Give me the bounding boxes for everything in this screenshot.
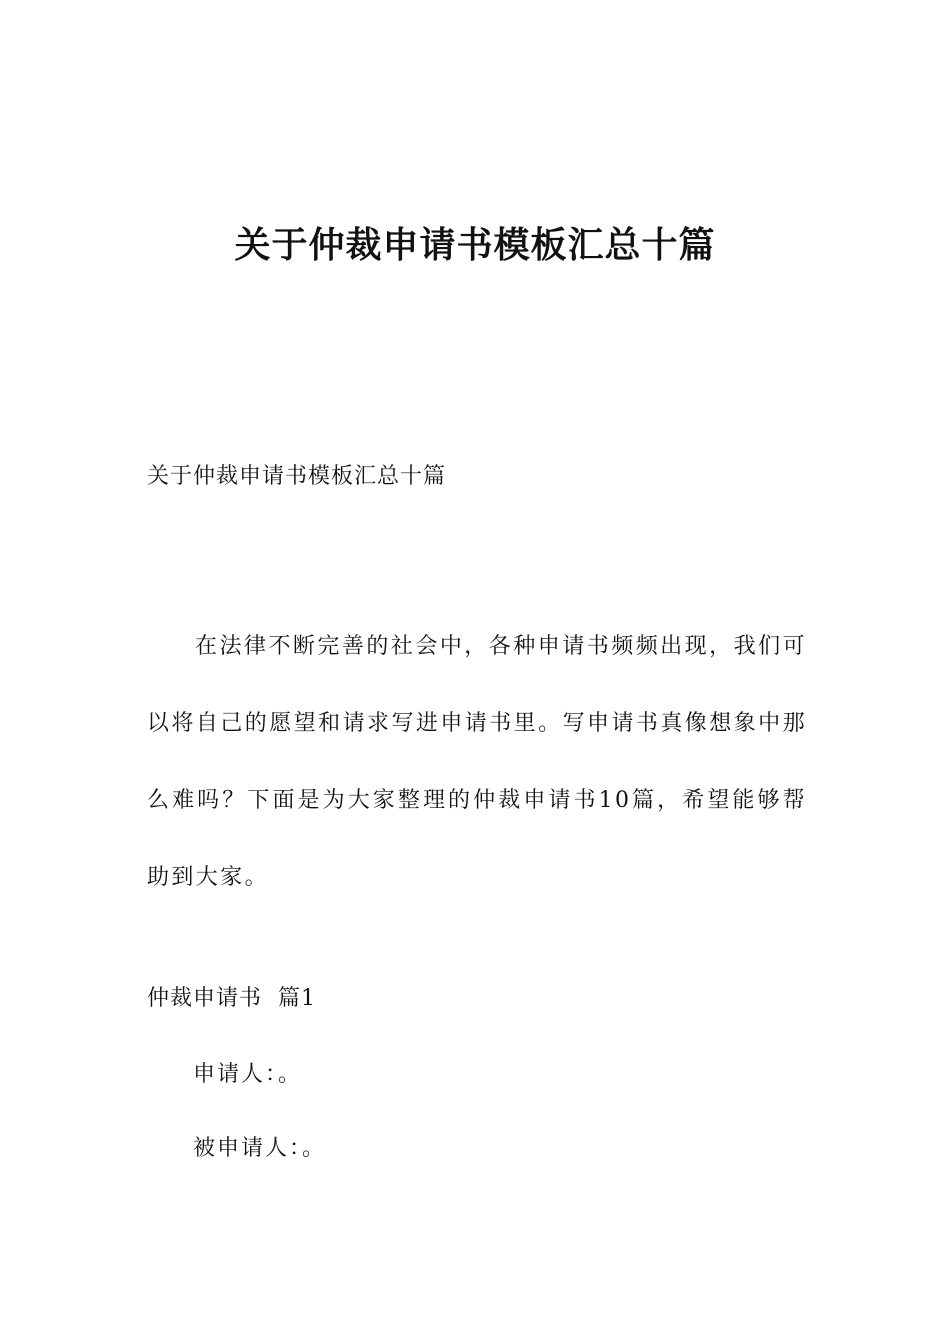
applicant-field: 申请人：。	[193, 1062, 303, 1087]
intro-paragraph: 在法律不断完善的社会中，各种申请书频频出现，我们可以将自己的愿望和请求写进申请书里。写申请书真像想象中那么难吗？下面是为大家整理的仲裁申请书10篇，希望能够帮助到大家。	[147, 634, 807, 890]
document-title: 关于仲裁申请书模板汇总十篇	[234, 225, 716, 266]
respondent-field: 被申请人：。	[193, 1136, 327, 1161]
document-subtitle: 关于仲裁申请书模板汇总十篇	[147, 464, 447, 489]
section-heading: 仲裁申请书 篇1	[147, 986, 316, 1011]
